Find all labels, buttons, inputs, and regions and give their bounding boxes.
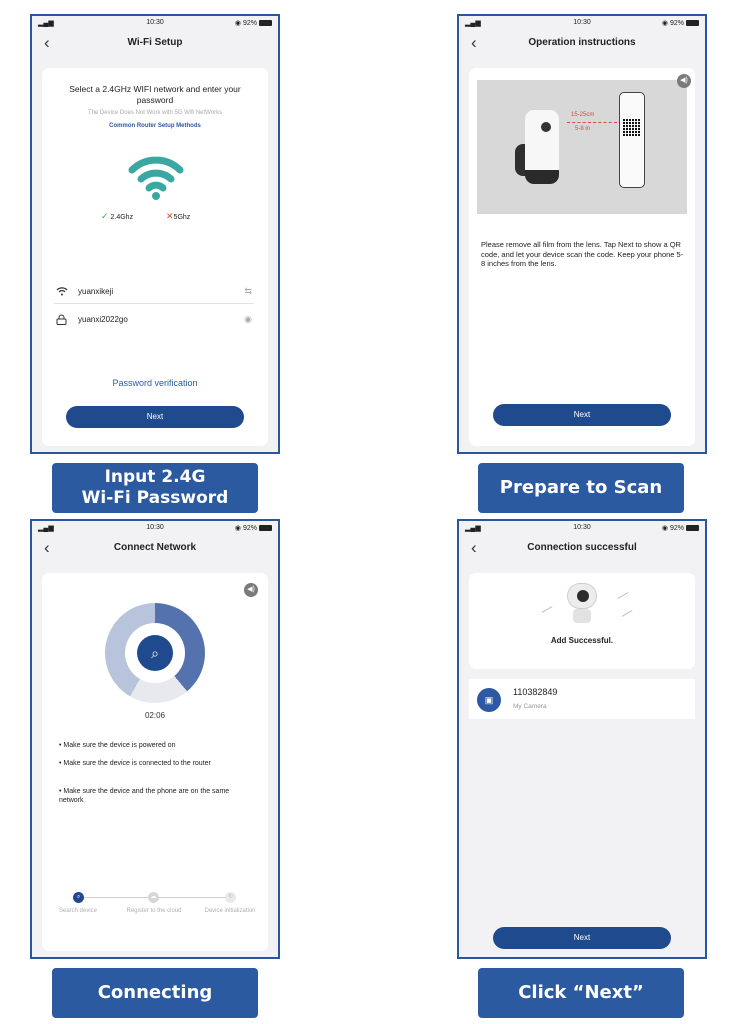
chevron-left-icon[interactable]: ‹ xyxy=(44,538,50,557)
wifi-heading: Select a 2.4GHz WIFI network and enter your password xyxy=(69,84,241,105)
sparkle-decoration xyxy=(618,592,629,599)
ssid-value: yuanxikeji xyxy=(78,287,114,296)
step-label-search: Search device xyxy=(58,908,98,914)
distance-in: 5-8 in xyxy=(575,126,591,132)
tip-item: • Make sure the device is connected to the router xyxy=(59,760,211,767)
band-unsupported xyxy=(166,211,190,222)
camera-lens xyxy=(541,122,551,132)
progress-ring xyxy=(105,603,205,703)
caption-line-1: Input 2.4G xyxy=(104,467,206,487)
step-label-register: Register to the cloud xyxy=(126,908,182,914)
signal-icon: ▂▄▆ xyxy=(465,525,481,532)
nav-bar xyxy=(32,30,278,56)
wifi-small-icon xyxy=(56,286,68,298)
speaker-icon[interactable]: ◀) xyxy=(677,74,691,88)
signal-icon: ▂▄▆ xyxy=(38,20,54,27)
battery-icon xyxy=(259,525,272,531)
battery-indicator: ◉ 92% xyxy=(235,19,272,27)
password-field[interactable] xyxy=(54,310,254,332)
scan-illustration xyxy=(477,80,687,214)
success-message: Add Successful. xyxy=(550,636,614,645)
sparkle-decoration xyxy=(622,610,633,617)
band-unsupported-label: 5Ghz xyxy=(173,214,191,221)
tip-item: • Make sure the device is powered on xyxy=(59,742,176,749)
caption-line-2: Wi-Fi Password xyxy=(81,488,229,508)
scan-instructions: Please remove all film from the lens. Tap Next to show a QR code, and let your device scan the code. Keep your phone 5-8 inches from the lens. xyxy=(481,240,684,268)
status-time: 10:30 xyxy=(146,19,164,26)
battery-percent: 92% xyxy=(242,525,257,532)
status-bar xyxy=(459,16,705,30)
check-icon: ✓ xyxy=(101,211,109,221)
eye-icon[interactable]: ◉ xyxy=(244,314,252,324)
camera-illustration xyxy=(525,110,559,184)
band-supported-label: 2.4Ghz xyxy=(110,214,134,221)
search-icon: ⌕ xyxy=(137,635,173,671)
page-title: Operation instructions xyxy=(528,37,636,48)
next-button[interactable]: Next xyxy=(493,404,671,426)
step-label-init: Device initialization xyxy=(204,908,256,914)
page-title: Connect Network xyxy=(113,542,197,553)
camera-base xyxy=(525,170,559,184)
page-title: Wi-Fi Setup xyxy=(127,37,183,48)
nav-bar xyxy=(32,535,278,561)
progress-ring-hole xyxy=(125,623,185,683)
nav-bar xyxy=(459,535,705,561)
wifi-form-card xyxy=(42,68,268,446)
sparkle-decoration xyxy=(542,606,553,613)
chevron-left-icon[interactable]: ‹ xyxy=(471,538,477,557)
status-time: 10:30 xyxy=(573,19,591,26)
password-value: yuanxi2022go xyxy=(78,315,128,324)
status-time: 10:30 xyxy=(146,524,164,531)
step-init-icon: ↻ xyxy=(225,892,236,903)
connect-card xyxy=(42,573,268,951)
signal-icon: ▂▄▆ xyxy=(38,525,54,532)
success-card xyxy=(469,573,695,669)
battery-icon xyxy=(686,525,699,531)
robot-camera-body xyxy=(573,609,591,623)
device-id: 110382849 xyxy=(513,687,558,697)
battery-percent: 92% xyxy=(669,525,684,532)
instructions-card xyxy=(469,68,695,446)
battery-icon xyxy=(259,20,272,26)
robot-camera-icon xyxy=(567,583,597,609)
tip-item: • Make sure the device and the phone are on the same network xyxy=(59,788,230,804)
band-supported xyxy=(101,211,133,222)
device-list-item[interactable] xyxy=(469,679,695,719)
caption-prepare-scan: Prepare to Scan xyxy=(478,463,684,513)
step-search-icon: ⌕ xyxy=(73,892,84,903)
phone-illustration xyxy=(619,92,645,188)
countdown-timer: 02:06 xyxy=(144,711,166,720)
5g-warning: The Device Does Not Work with 5G Wifi NetWorks xyxy=(87,110,223,116)
caption-connecting: Connecting xyxy=(52,968,258,1018)
battery-percent: 92% xyxy=(669,20,684,27)
status-bar xyxy=(32,521,278,535)
wifi-setup-screen xyxy=(30,14,280,454)
signal-icon: ▂▄▆ xyxy=(465,20,481,27)
battery-indicator: ◉ 92% xyxy=(662,19,699,27)
caption-input-password xyxy=(52,463,258,513)
battery-indicator: ◉ 92% xyxy=(662,524,699,532)
battery-indicator: ◉ 92% xyxy=(235,524,272,532)
router-setup-link[interactable]: Common Router Setup Methods xyxy=(109,123,201,129)
status-bar xyxy=(32,16,278,30)
caption-click-next: Click “Next” xyxy=(478,968,684,1018)
speaker-icon[interactable]: ◀) xyxy=(244,583,258,597)
battery-percent: 92% xyxy=(242,20,257,27)
device-name: My Camera xyxy=(513,703,547,710)
chevron-left-icon[interactable]: ‹ xyxy=(471,33,477,52)
wifi-icon xyxy=(128,152,184,202)
swap-icon[interactable]: ⇆ xyxy=(244,286,252,296)
battery-icon xyxy=(686,20,699,26)
camera-icon: ▣ xyxy=(477,688,501,712)
ssid-field[interactable] xyxy=(54,282,254,304)
lock-icon xyxy=(56,314,67,327)
status-time: 10:30 xyxy=(573,524,591,531)
distance-line xyxy=(567,122,617,123)
nav-bar xyxy=(459,30,705,56)
step-cloud-icon: ☁ xyxy=(148,892,159,903)
qr-code-icon xyxy=(623,119,640,136)
distance-cm: 15-25cm xyxy=(571,112,595,118)
password-verification-link[interactable]: Password verification xyxy=(112,378,198,388)
cross-icon: ✕ xyxy=(166,211,174,221)
next-button[interactable]: Next xyxy=(493,927,671,949)
connection-successful-screen xyxy=(457,519,707,959)
robot-eye xyxy=(577,590,589,602)
connect-network-screen xyxy=(30,519,280,959)
status-bar xyxy=(459,521,705,535)
chevron-left-icon[interactable]: ‹ xyxy=(44,33,50,52)
next-button[interactable]: Next xyxy=(66,406,244,428)
operation-instructions-screen xyxy=(457,14,707,454)
page-title: Connection successful xyxy=(527,542,637,553)
